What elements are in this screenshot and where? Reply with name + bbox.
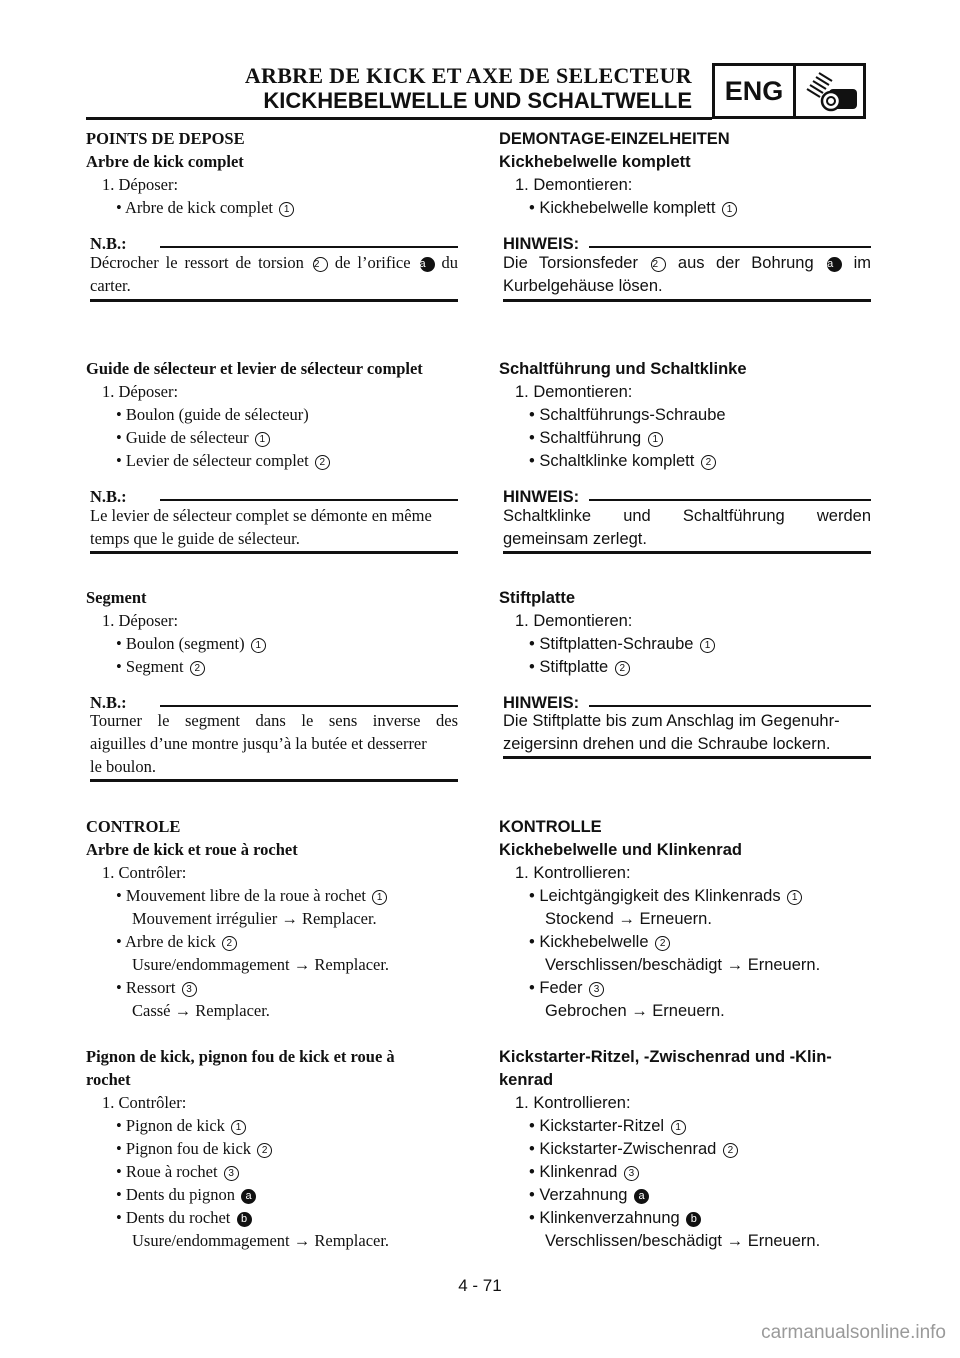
subsection-heading: Stiftplatte: [499, 589, 576, 607]
list-item-result: Usure/endommagement → Remplacer.: [132, 955, 390, 974]
note-end-rule: [503, 299, 871, 302]
step: 1. Demontieren:: [515, 383, 633, 401]
note-end-rule: [503, 551, 871, 554]
step: 1. Contrôler:: [102, 863, 187, 882]
list-item: • Verzahnung a: [529, 1184, 649, 1206]
note-text: gemeinsam zerlegt.: [503, 530, 647, 548]
list-item-result: Stockend → Erneuern.: [545, 910, 712, 928]
list-item: • Guide de sélecteur 1: [116, 427, 270, 449]
list-item-result: Gebrochen → Erneuern.: [545, 1002, 725, 1020]
step: 1. Kontrollieren:: [515, 1094, 631, 1112]
step: 1. Contrôler:: [102, 1093, 187, 1112]
list-item: • Kickhebelwelle 2: [529, 931, 670, 953]
subsection-heading: Kickhebelwelle und Klinkenrad: [499, 841, 742, 859]
engine-piston-icon: [799, 69, 861, 113]
list-item: • Kickstarter-Zwischenrad 2: [529, 1138, 738, 1160]
subsection-heading: Arbre de kick complet: [86, 152, 244, 171]
list-item: • Schaltklinke komplett 2: [529, 450, 716, 472]
list-item: • Segment 2: [116, 656, 205, 678]
eng-badge-label: ENG: [724, 76, 784, 106]
list-item: • Schaltführung 1: [529, 427, 663, 449]
list-item: • Stiftplatte 2: [529, 656, 630, 678]
section-heading: DEMONTAGE-EINZELHEITEN: [499, 130, 730, 148]
note-text: Tourner le segment dans le sens inverse des: [90, 711, 458, 730]
note-text: Le levier de sélecteur complet se démonte en même: [90, 506, 432, 525]
list-item: • Mouvement libre de la roue à rochet 1: [116, 885, 387, 907]
list-item: • Schaltführungs-Schraube: [529, 406, 726, 424]
list-item: • Ressort 3: [116, 977, 197, 999]
section-heading: CONTROLE: [86, 817, 181, 836]
note-text: zeigersinn drehen und die Schraube lockern.: [503, 735, 831, 753]
note-header: N.B.:: [90, 692, 458, 714]
subsection-heading: Schaltführung und Schaltklinke: [499, 360, 747, 378]
list-item: • Kickstarter-Ritzel 1: [529, 1115, 686, 1137]
list-item: • Dents du pignon a: [116, 1184, 256, 1206]
note-end-rule: [90, 299, 458, 302]
note-header: HINWEIS:: [503, 486, 871, 508]
note-header: N.B.:: [90, 233, 458, 255]
note-end-rule: [90, 779, 458, 782]
list-item: • Arbre de kick complet 1: [116, 197, 294, 219]
list-item: • Boulon (segment) 1: [116, 633, 266, 655]
subsection-heading: Guide de sélecteur et levier de sélecteur complet: [86, 359, 423, 378]
section-heading: POINTS DE DEPOSE: [86, 129, 245, 148]
eng-badge: [712, 63, 866, 119]
step: 1. Demontieren:: [515, 612, 633, 630]
note-text: le boulon.: [90, 757, 156, 776]
note-end-rule: [90, 551, 458, 554]
note-header: HINWEIS:: [503, 692, 871, 714]
list-item: • Boulon (guide de sélecteur): [116, 405, 309, 424]
step: 1. Déposer:: [102, 382, 179, 401]
subsection-heading: Kickhebelwelle komplett: [499, 153, 691, 171]
page-title-fr: ARBRE DE KICK ET AXE DE SELECTEUR: [244, 63, 692, 88]
subsection-heading: rochet: [86, 1070, 131, 1089]
list-item-result: Mouvement irrégulier → Remplacer.: [132, 909, 377, 928]
ref-marker: 1: [279, 202, 294, 217]
list-item: • Feder 3: [529, 977, 604, 999]
note-end-rule: [503, 756, 871, 759]
list-item: • Levier de sélecteur complet 2: [116, 450, 330, 472]
eng-badge-divider: [793, 66, 796, 116]
list-item: • Roue à rochet 3: [116, 1161, 239, 1183]
list-item-result: Cassé → Remplacer.: [132, 1001, 270, 1020]
list-item: • Kickhebelwelle komplett 1: [529, 197, 737, 219]
list-item-result: Verschlissen/beschädigt → Erneuern.: [545, 956, 821, 974]
note-header: N.B.:: [90, 486, 458, 508]
subsection-heading: Pignon de kick, pignon fou de kick et roue à: [86, 1047, 395, 1066]
list-item: • Leichtgängigkeit des Klinkenrads 1: [529, 885, 802, 907]
step: 1. Kontrollieren:: [515, 864, 631, 882]
note-header: HINWEIS:: [503, 233, 871, 255]
note-text: Die Torsionsfeder 2 aus der Bohrung a im: [503, 254, 872, 272]
list-item: • Klinkenverzahnung b: [529, 1207, 701, 1229]
note-text: aiguilles d’une montre jusqu’à la butée et desserrer: [90, 734, 427, 753]
step: 1. Demontieren:: [515, 176, 633, 194]
note-text: temps que le guide de sélecteur.: [90, 529, 300, 548]
list-item: • Pignon de kick 1: [116, 1115, 246, 1137]
watermark: carmanualsonline.info: [761, 1322, 946, 1343]
list-item-result: Verschlissen/beschädigt → Erneuern.: [545, 1232, 821, 1250]
note-text: Die Stiftplatte bis zum Anschlag im Gegenuhr-: [503, 712, 840, 730]
list-item: • Stiftplatten-Schraube 1: [529, 633, 715, 655]
list-item: • Dents du rochet b: [116, 1207, 252, 1229]
list-item: • Arbre de kick 2: [116, 931, 237, 953]
page-title-de: KICKHEBELWELLE UND SCHALTWELLE: [263, 88, 692, 113]
note-text: Décrocher le ressort de torsion 2 de l’orifice a du: [90, 253, 459, 272]
note-text: carter.: [90, 276, 131, 295]
list-item: • Pignon fou de kick 2: [116, 1138, 272, 1160]
note-text: Schaltklinke und Schaltführung werden: [503, 507, 871, 525]
subsection-heading: Kickstarter-Ritzel, -Zwischenrad und -Klin-: [499, 1048, 832, 1066]
subsection-heading: Arbre de kick et roue à rochet: [86, 840, 298, 859]
section-heading: KONTROLLE: [499, 818, 602, 836]
subsection-heading: kenrad: [499, 1071, 554, 1089]
list-item-result: Usure/endommagement → Remplacer.: [132, 1231, 390, 1250]
subsection-heading: Segment: [86, 588, 147, 607]
page-number: 4 - 71: [458, 1276, 502, 1295]
list-item: • Klinkenrad 3: [529, 1161, 639, 1183]
step: 1. Déposer:: [102, 175, 179, 194]
step: 1. Déposer:: [102, 611, 179, 630]
header-rule: [86, 117, 712, 120]
note-text: Kurbelgehäuse lösen.: [503, 277, 663, 295]
